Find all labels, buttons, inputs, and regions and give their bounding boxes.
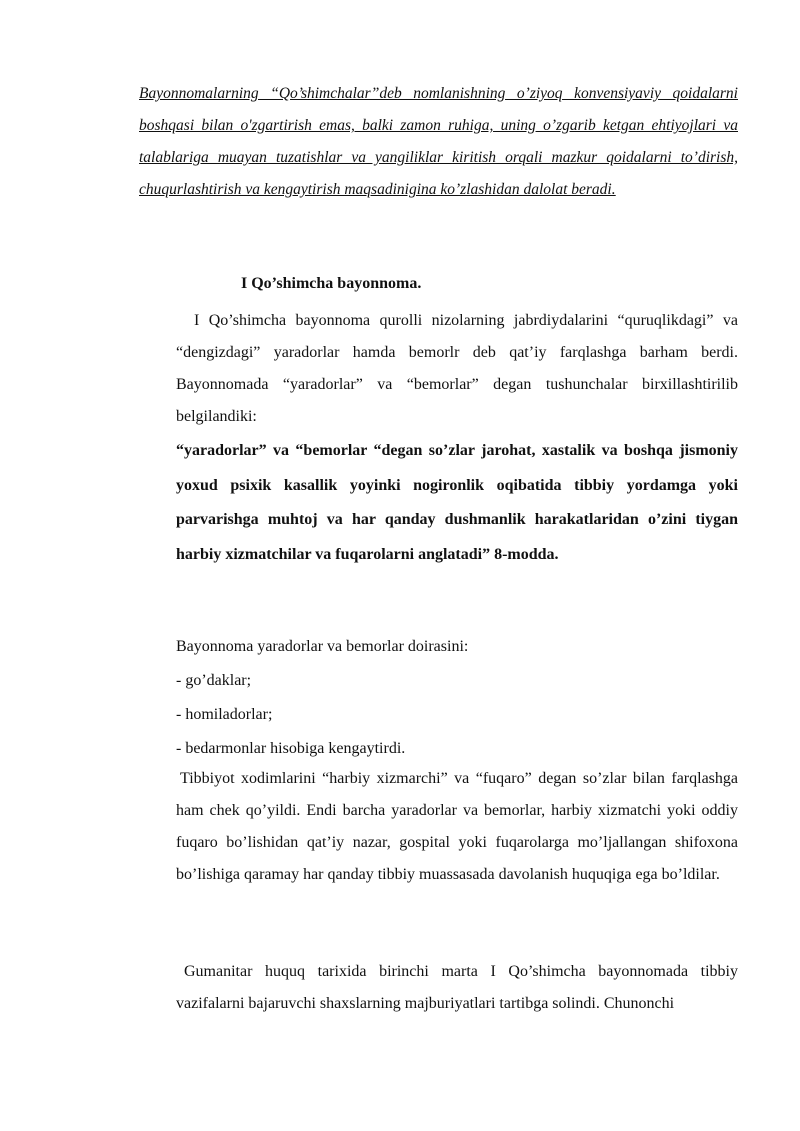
intro-segment: Bayonnomalarning “Qo’shimchalar”deb nomlanishning o’ziyoq (139, 85, 575, 102)
intro-segment: konvensiyaviy qoidalarni boshqasi bilan o'zgartirish emas, balki zamon ruhiga, (139, 85, 738, 134)
definition-paragraph: “yaradorlar” va “bemorlar “degan so’zlar jarohat, xastalik va boshqa jismoniy yoxud psixik kasallik yoyinki nogironlik oqibatida tibbiy yordamga yoki parvarishga muhtoj va har qanday dushmanlik harakatlaridan o’zini tiygan harbiy xizmatchilar va fuqarolarni anglatadi” 8-modda. (176, 442, 738, 563)
intro-segment (443, 149, 452, 166)
section-heading: I Qo’shimcha bayonnoma. (241, 275, 422, 292)
intro-segment: uning o’zgarib ketgan ehtiyojlari va talablariga muayan tuzatishlar va yangiliklar (139, 117, 738, 166)
paragraph-first-protocol: I Qo’shimcha bayonnoma qurolli nizolarning jabrdiydalarini “quruqlikdagi” va “dengizdagi” yaradorlar hamda bemorlr deb qat’iy farqlashga barham berdi. Bayonnomada “yaradorlar” va “bemorlar” degan tushunchalar birxillashtirilib belgilandiki: (176, 312, 738, 425)
scope-list (176, 664, 405, 766)
scope-intro: Bayonnoma yaradorlar va bemorlar doirasini: (176, 638, 469, 655)
intro-paragraph (139, 78, 738, 206)
paragraph-duties: Gumanitar huquq tarixida birinchi marta I Qo’shimcha bayonnomada tibbiy vazifalarni bajaruvchi shaxslarning majburiyatlari tartibga solindi. Chunonchi (176, 963, 738, 1012)
list-item: - bedarmonlar hisobiga kengaytirdi. (176, 740, 406, 757)
list-item: - homiladorlar; (176, 706, 273, 723)
list-item: - go’daklar; (176, 672, 252, 689)
intro-segment (493, 117, 500, 134)
intro-segment: kiritish orqali mazkur qoidalarni to’dirish, chuqurlashtirish va kengaytirish maqsadinigina ko’zlashidan dalolat beradi. (139, 149, 738, 198)
paragraph-medical-personnel: Tibbiyot xodimlarini “harbiy xizmarchi” va “fuqaro” degan so’zlar bilan farqlashga ham chek qo’yildi. Endi barcha yaradorlar va bemorlar, harbiy xizmatchi yoki oddiy fuqaro bo’lishidan qat’iy nazar, gospital yoki fuqarolarga mo’ljallangan shifoxona bo’lishiga qaramay har qanday tibbiy muassasada davolanish huquqiga ega bo’ldilar. (176, 770, 738, 883)
